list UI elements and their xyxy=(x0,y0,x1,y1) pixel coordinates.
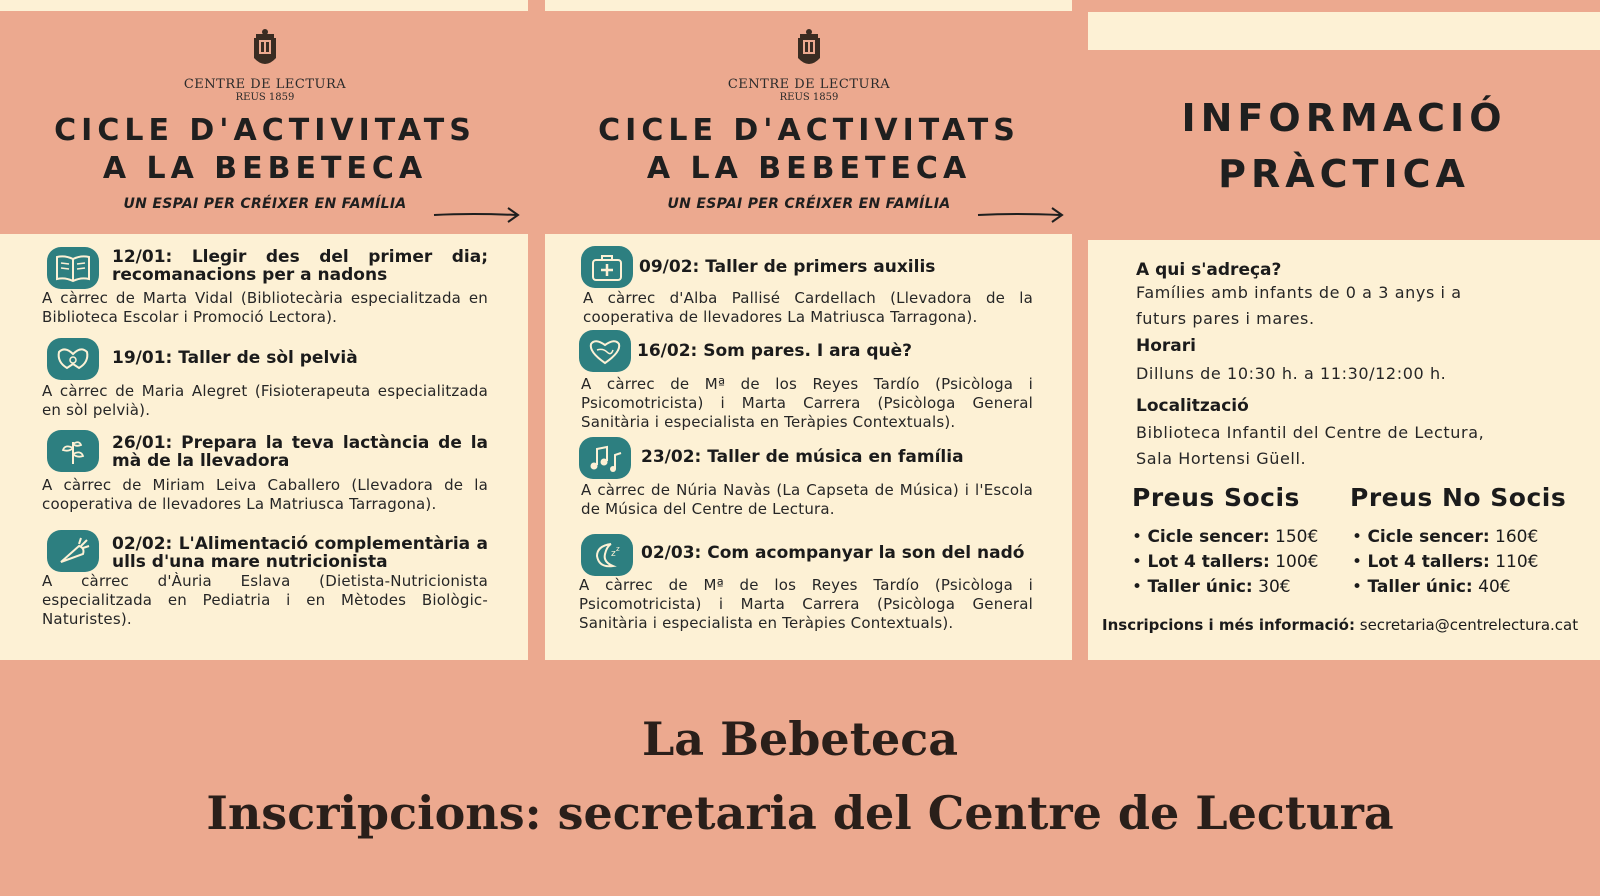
workshop-title: 16/02: Som pares. I ara què? xyxy=(637,341,912,361)
info-title: INFORMACIÓ PRÀCTICA xyxy=(1181,96,1507,196)
prices-members-heading: Preus Socis xyxy=(1132,483,1300,512)
top-strip-right xyxy=(1088,12,1600,50)
svg-text:z: z xyxy=(616,545,620,553)
crest-icon xyxy=(794,28,824,70)
panel2-content xyxy=(545,234,1072,660)
prices-members-list xyxy=(1132,525,1319,600)
logo-sub: REUS 1859 xyxy=(235,92,295,103)
panel2-subtitle: UN ESPAI PER CRÉIXER EN FAMÍLIA xyxy=(667,196,951,212)
workshop-desc: A càrrec de Núria Navàs (La Capseta de Música) i l'Escola de Música del Centre de Lectura. xyxy=(581,481,1033,518)
schedule-text: Dilluns de 10:30 h. a 11:30/12:00 h. xyxy=(1136,364,1447,383)
schedule-heading: Horari xyxy=(1136,336,1196,356)
location-text: Biblioteca Infantil del Centre de Lectura, Sala Hortensi Güell. xyxy=(1136,423,1485,468)
workshop-title: 19/01: Taller de sòl pelvià xyxy=(112,348,358,368)
arrow-right-icon xyxy=(976,204,1066,226)
crest-icon xyxy=(250,28,280,70)
workshop-title: 02/03: Com acompanyar la son del nadó xyxy=(641,543,1025,563)
book-icon xyxy=(47,247,99,289)
price-item: • Cicle sencer: 150€ xyxy=(1132,527,1319,547)
workshop-desc: A càrrec de Maria Alegret (Fisioterapeuta especialitzada en sòl pelvià). xyxy=(42,382,488,419)
workshop-title: 23/02: Taller de música en família xyxy=(641,447,964,467)
leaf-icon xyxy=(47,430,99,472)
workshop-title: 26/01: Prepara la teva lactància de la mà de la llevadora xyxy=(112,433,488,471)
logo-sub: REUS 1859 xyxy=(779,92,839,103)
music-notes-icon xyxy=(579,437,631,479)
price-item: • Lot 4 tallers: 100€ xyxy=(1132,552,1319,572)
workshop-desc: A càrrec d'Alba Pallisé Cardellach (Llevadora de la cooperativa de llevadores La Matriusca Tarragona). xyxy=(583,289,1033,326)
who-text: Famílies amb infants de 0 a 3 anys i a futurs pares i mares. xyxy=(1136,283,1462,328)
footer-title: La Bebeteca xyxy=(641,712,959,766)
prices-nonmembers-list xyxy=(1352,525,1539,600)
panel2-title: CICLE D'ACTIVITATS A LA BEBETECA xyxy=(598,113,1020,186)
workshop-desc: A càrrec de Mª de los Reyes Tardío (Psicòloga i Psicomotricista) i Marta Carrera (Psicòloga General Sanitària i especialista en Teràpies Contextuals). xyxy=(581,375,1033,431)
prices-nonmembers-heading: Preus No Socis xyxy=(1350,483,1567,512)
info-panel xyxy=(1088,240,1600,660)
moon-sleep-icon xyxy=(581,534,633,576)
panel1-subtitle: UN ESPAI PER CRÉIXER EN FAMÍLIA xyxy=(123,196,407,212)
top-strip-left xyxy=(0,0,528,11)
who-heading: A qui s'adreça? xyxy=(1136,260,1282,280)
workshop-desc: A càrrec de Marta Vidal (Bibliotecària especialitzada en Biblioteca Escolar i Promoció Lectora). xyxy=(42,289,488,326)
workshop-title: 12/01: Llegir des del primer dia; recomanacions per a nadons xyxy=(112,247,488,285)
first-aid-kit-icon xyxy=(581,246,633,288)
contact-label: Inscripcions i més informació: xyxy=(1102,616,1355,634)
arrow-right-icon xyxy=(432,204,522,226)
svg-text:z: z xyxy=(611,549,616,559)
logo-centre-lectura xyxy=(180,28,350,103)
logo-name: CENTRE DE LECTURA xyxy=(183,77,347,92)
contact-email[interactable]: secretaria@centrelectura.cat xyxy=(1359,616,1579,634)
price-item: • Lot 4 tallers: 110€ xyxy=(1352,552,1539,572)
heart-icon xyxy=(579,330,631,372)
pelvis-icon xyxy=(47,338,99,380)
carrot-icon xyxy=(47,530,99,572)
top-strip-middle xyxy=(545,0,1072,11)
workshop-desc: A càrrec de Miriam Leiva Caballero (Llevadora de la cooperativa de llevadores La Matriusca Tarragona). xyxy=(42,476,488,513)
footer-subtitle: Inscripcions: secretaria del Centre de Lectura xyxy=(206,786,1394,840)
workshop-desc: A càrrec d'Àuria Eslava (Dietista-Nutricionista especialitzada en Pediatria i en Mètodes Biològic-Naturistes). xyxy=(42,572,488,628)
panel1-title: CICLE D'ACTIVITATS A LA BEBETECA xyxy=(54,113,476,186)
contact-line xyxy=(1102,616,1592,634)
workshop-desc: A càrrec de Mª de los Reyes Tardío (Psicòloga i Psicomotricista) i Marta Carrera (Psicòloga General Sanitària i especialista en Teràpies Contextuals). xyxy=(579,576,1033,632)
price-item: • Taller únic: 30€ xyxy=(1132,577,1291,597)
location-heading: Localització xyxy=(1136,396,1249,416)
workshop-title: 09/02: Taller de primers auxilis xyxy=(639,257,936,277)
logo-name: CENTRE DE LECTURA xyxy=(727,77,891,92)
panel1-content xyxy=(0,234,528,660)
logo-centre-lectura-2 xyxy=(724,28,894,103)
price-item: • Taller únic: 40€ xyxy=(1352,577,1511,597)
price-item: • Cicle sencer: 160€ xyxy=(1352,527,1539,547)
workshop-title: 02/02: L'Alimentació complementària a ulls d'una mare nutricionista xyxy=(112,534,488,572)
